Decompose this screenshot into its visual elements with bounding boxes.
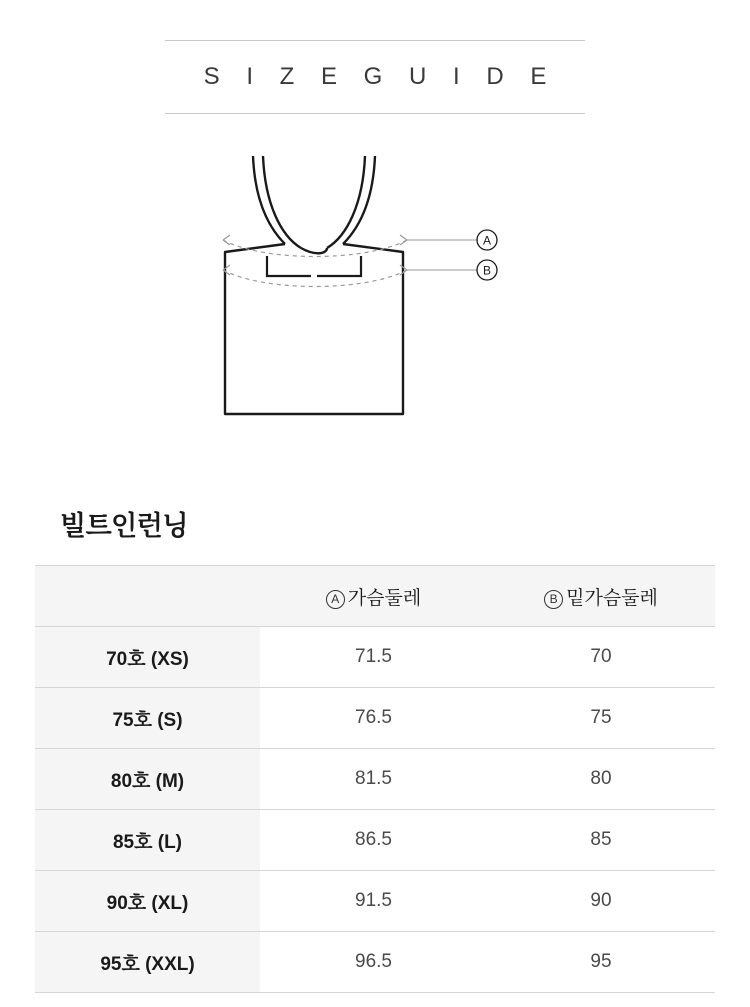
- row-chest-value: 81.5: [260, 749, 487, 810]
- column-header-underbust: [487, 566, 715, 627]
- size-guide-header-inner: [165, 40, 585, 114]
- column-header-chest-label: 가슴둘레: [347, 587, 422, 609]
- marker-a-label: A: [482, 233, 492, 248]
- table-row: [35, 749, 715, 810]
- marker-b-icon: B: [544, 590, 563, 609]
- row-underbust-value: 80: [487, 749, 715, 810]
- size-guide-header: [0, 0, 750, 114]
- column-header-size: [35, 566, 260, 627]
- row-size-label: 85호 (L): [35, 810, 260, 871]
- row-chest-value: 86.5: [260, 810, 487, 871]
- table-row: [35, 627, 715, 688]
- table-row: [35, 688, 715, 749]
- row-underbust-value: 90: [487, 871, 715, 932]
- size-table-wrapper: [35, 565, 715, 993]
- row-size-label: 90호 (XL): [35, 871, 260, 932]
- marker-b-label: B: [482, 263, 492, 278]
- row-size-label: 70호 (XS): [35, 627, 260, 688]
- page-title: S I Z E G U I D E: [203, 63, 557, 90]
- table-row: [35, 871, 715, 932]
- column-header-chest: [260, 566, 487, 627]
- row-underbust-value: 85: [487, 810, 715, 871]
- table-header-row: [35, 566, 715, 627]
- row-chest-value: 96.5: [260, 932, 487, 993]
- table-row: [35, 810, 715, 871]
- size-table: [35, 565, 715, 993]
- row-chest-value: 76.5: [260, 688, 487, 749]
- row-chest-value: 71.5: [260, 627, 487, 688]
- marker-a-icon: A: [326, 590, 345, 609]
- garment-illustration: [0, 144, 750, 444]
- column-header-underbust-label: 밑가슴둘레: [566, 587, 658, 609]
- row-chest-value: 91.5: [260, 871, 487, 932]
- row-underbust-value: 95: [487, 932, 715, 993]
- size-table-head: [35, 566, 715, 627]
- row-size-label: 95호 (XXL): [35, 932, 260, 993]
- size-table-body: [35, 627, 715, 993]
- row-underbust-value: 75: [487, 688, 715, 749]
- camisole-top-icon: [215, 144, 535, 444]
- row-size-label: 75호 (S): [35, 688, 260, 749]
- header-rule-bottom: [165, 113, 585, 114]
- table-row: [35, 932, 715, 993]
- row-size-label: 80호 (M): [35, 749, 260, 810]
- product-name: 빌트인런닝: [60, 511, 188, 541]
- row-underbust-value: 70: [487, 627, 715, 688]
